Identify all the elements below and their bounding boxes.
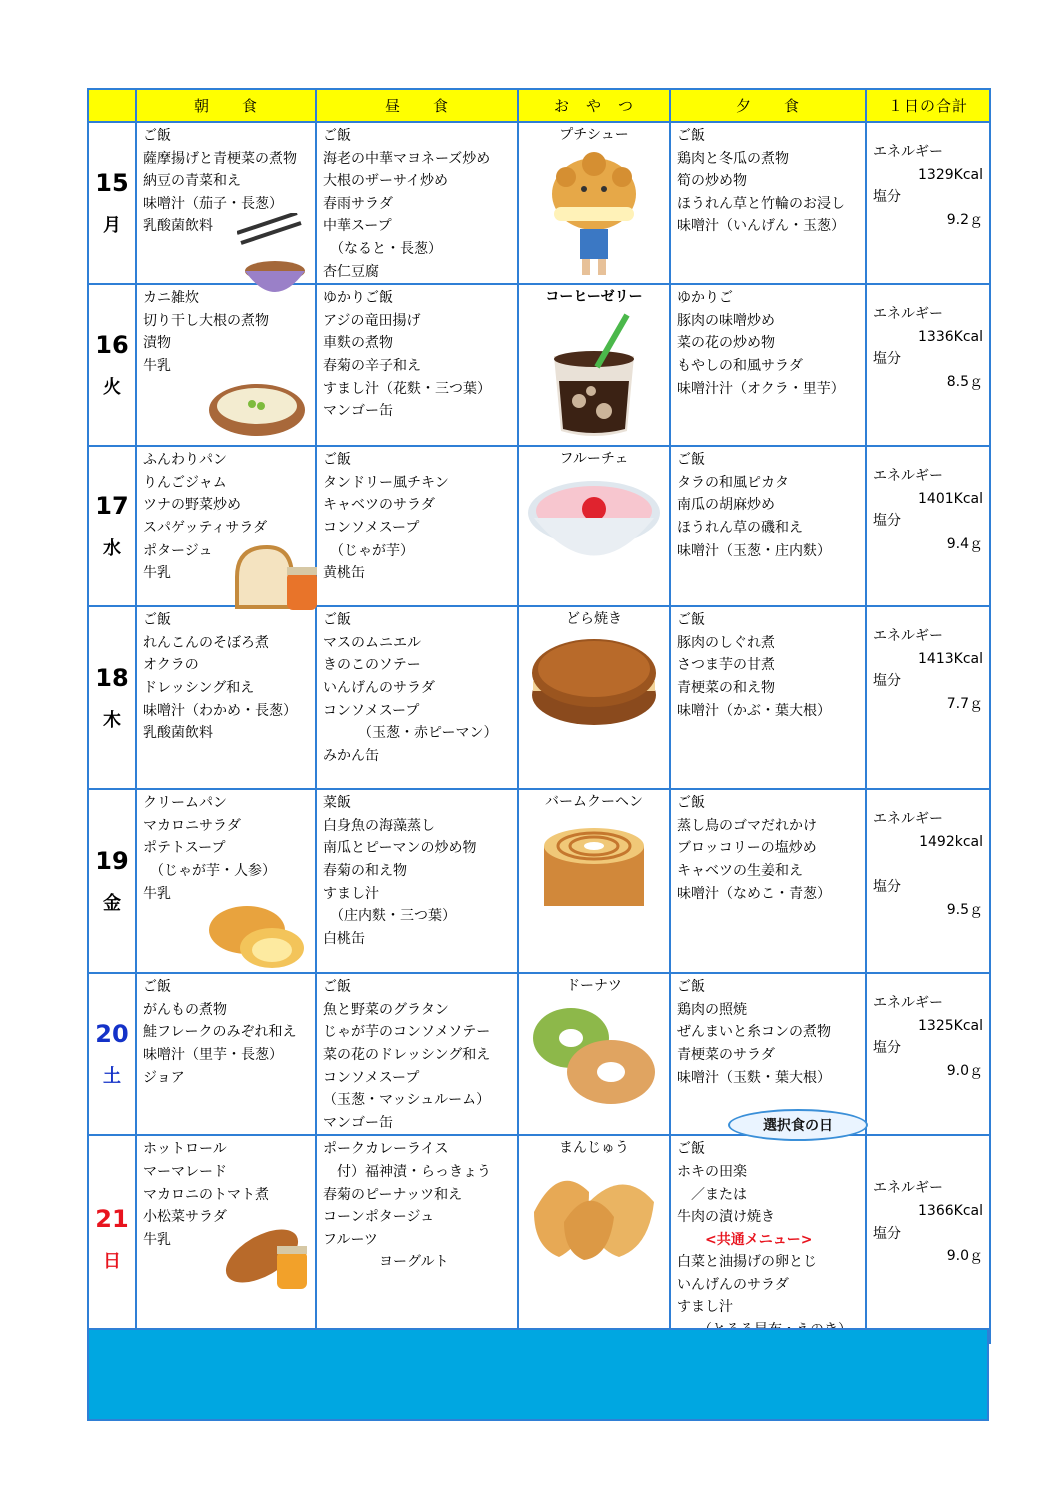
lunch-cell xyxy=(316,1135,518,1342)
breakfast-item: スパゲッティサラダ xyxy=(143,519,268,536)
lunch-item: ご飯 xyxy=(323,612,351,629)
header-corner xyxy=(88,89,136,122)
breakfast-item: オクラの xyxy=(143,657,199,674)
breakfast-item: 乳酸菌飲料 xyxy=(143,218,213,235)
dinner-item: ／または xyxy=(677,1186,747,1203)
dinner-item: 南瓜の胡麻炒め xyxy=(677,497,775,514)
lunch-item: じゃが芋のコンソメソテー xyxy=(323,1024,491,1041)
breakfast-cell xyxy=(136,284,316,446)
dinner-item: ご飯 xyxy=(677,128,705,144)
dinner-cell xyxy=(670,606,866,789)
breakfast-item: 漬物 xyxy=(143,335,171,352)
breakfast-item: ツナの野菜炒め xyxy=(143,497,241,514)
breakfast-item: カニ雑炊 xyxy=(143,290,199,307)
dinner-item: ゆかりご xyxy=(677,290,733,307)
dinner-item: 筍の炒め物 xyxy=(677,173,747,190)
dinner-item: ご飯 xyxy=(677,452,705,469)
dinner-item: ぜんまいと糸コンの煮物 xyxy=(677,1024,831,1041)
snack-name: プチシュー xyxy=(559,127,629,143)
lunch-item: （じゃが芋） xyxy=(323,542,414,559)
selection-meal-badge: 選択食の日 xyxy=(728,1109,868,1141)
lunch-item: 中華スープ xyxy=(323,218,392,235)
day-number: 18 xyxy=(95,663,129,692)
snack-name: まんじゅう xyxy=(559,1140,629,1157)
breakfast-item: 納豆の青菜和え xyxy=(143,173,241,190)
daily-total-cell xyxy=(866,284,990,446)
breakfast-item: マカロニのトマト煮 xyxy=(143,1186,269,1203)
dinner-item: ご飯 xyxy=(677,795,705,812)
salt-value: 9.2ｇ xyxy=(946,211,983,228)
breakfast-cell xyxy=(136,606,316,789)
snack-illustration xyxy=(519,633,669,737)
dinner-item: 鶏肉の照焼 xyxy=(677,1001,747,1018)
lunch-item: ポークカレーライス xyxy=(323,1141,449,1158)
day-row xyxy=(88,1135,990,1342)
day-of-week: 金 xyxy=(103,893,121,915)
snack-illustration xyxy=(519,311,669,445)
day-label-cell xyxy=(88,789,136,973)
day-row xyxy=(88,606,990,789)
snack-illustration xyxy=(519,816,669,920)
breakfast-item: ドレッシング和え xyxy=(143,679,255,696)
breakfast-item: 鮭フレークのみぞれ和え xyxy=(143,1024,297,1041)
dinner-item: <共通メニュー> xyxy=(677,1231,813,1248)
dinner-cell xyxy=(670,446,866,606)
energy-value: 1325Kcal xyxy=(918,1017,983,1034)
energy-value: 1401Kcal xyxy=(918,490,983,507)
daily-total-cell xyxy=(866,1135,990,1342)
dinner-item: 蒸し鳥のゴマだれかけ xyxy=(677,817,817,834)
lunch-item: すまし汁（花麩・三つ葉） xyxy=(323,380,491,397)
lunch-item: いんげんのサラダ xyxy=(323,679,435,696)
salt-value: 8.5ｇ xyxy=(946,373,983,390)
lunch-item: ご飯 xyxy=(323,128,351,144)
lunch-item: マンゴー缶 xyxy=(323,403,393,420)
dinner-item: 青梗菜のサラダ xyxy=(677,1046,775,1063)
energy-label: エネルギー xyxy=(873,995,943,1012)
breakfast-cell xyxy=(136,973,316,1135)
salt-value: 9.0ｇ xyxy=(946,1248,983,1265)
lunch-item: コーンポタージュ xyxy=(323,1209,435,1226)
roll-illustration xyxy=(222,1216,312,1300)
breakfast-item: 乳酸菌飲料 xyxy=(143,725,213,742)
dinner-item: 青梗菜の和え物 xyxy=(677,679,775,696)
day-row xyxy=(88,446,990,606)
daily-total-cell xyxy=(866,606,990,789)
dinner-cell xyxy=(670,789,866,973)
day-of-week: 土 xyxy=(103,1066,121,1088)
snack-cell xyxy=(518,446,670,606)
energy-value: 1413Kcal xyxy=(918,650,983,667)
breakfast-cell xyxy=(136,789,316,973)
daily-total-cell xyxy=(866,446,990,606)
salt-label: 塩分 xyxy=(873,351,901,368)
breakfast-item: りんごジャム xyxy=(143,474,227,491)
header-row xyxy=(88,89,990,122)
snack-name: どら焼き xyxy=(566,611,622,628)
breakfast-item: ポテトスープ xyxy=(143,840,226,857)
snack-cell xyxy=(518,284,670,446)
energy-label: エネルギー xyxy=(873,811,943,828)
day-label-cell xyxy=(88,284,136,446)
day-of-week: 月 xyxy=(103,215,121,237)
snack-illustration xyxy=(519,1000,669,1114)
lunch-item: 大根のザーサイ炒め xyxy=(323,173,449,190)
energy-label: エネルギー xyxy=(873,628,943,645)
lunch-item: ヨーグルト xyxy=(323,1254,449,1271)
snack-name: コーヒーゼリー xyxy=(545,289,643,306)
day-of-week: 日 xyxy=(103,1250,121,1272)
salt-value: 9.4ｇ xyxy=(946,535,983,552)
energy-value: 1336Kcal xyxy=(918,328,983,345)
dinner-item: 味噌汁（なめこ・青葱） xyxy=(677,885,831,902)
lunch-item: みかん缶 xyxy=(323,747,379,764)
snack-cell xyxy=(518,606,670,789)
lunch-item: 菜の花のドレッシング和え xyxy=(323,1046,491,1063)
breakfast-item: 小松菜サラダ xyxy=(143,1209,227,1226)
dinner-item: ホキの田楽 xyxy=(677,1163,747,1180)
breakfast-item: 牛乳 xyxy=(143,1231,171,1248)
dinner-item: ご飯 xyxy=(677,979,705,996)
dinner-cell xyxy=(670,284,866,446)
breakfast-item: ご飯 xyxy=(143,612,171,629)
lunch-item: （玉葱・マッシュルーム） xyxy=(323,1092,491,1109)
dinner-item: タラの和風ピカタ xyxy=(677,474,789,491)
lunch-item: マスのムニエル xyxy=(323,634,421,651)
dinner-item: ほうれん草の磯和え xyxy=(677,519,803,536)
lunch-item: 白身魚の海藻蒸し xyxy=(323,817,435,834)
day-row xyxy=(88,973,990,1135)
lunch-cell xyxy=(316,446,518,606)
salt-label: 塩分 xyxy=(873,1040,901,1057)
dinner-item: 豚肉の味噌炒め xyxy=(677,312,775,329)
lunch-item: 春菊の辛子和え xyxy=(323,357,421,374)
snack-illustration xyxy=(519,473,669,577)
lunch-cell xyxy=(316,789,518,973)
energy-label: エネルギー xyxy=(873,468,943,485)
breakfast-item: 牛乳 xyxy=(143,885,171,902)
lunch-item: すまし汁 xyxy=(323,885,379,902)
snack-illustration xyxy=(519,149,669,283)
day-number: 20 xyxy=(95,1020,129,1049)
breakfast-item: マーマレード xyxy=(143,1163,227,1180)
breakfast-item: マカロニサラダ xyxy=(143,817,241,834)
day-label-cell xyxy=(88,606,136,789)
lunch-item: ご飯 xyxy=(323,979,351,996)
day-label-cell xyxy=(88,1135,136,1342)
lunch-item: きのこのソテー xyxy=(323,657,421,674)
day-label-cell xyxy=(88,122,136,284)
day-row xyxy=(88,122,990,284)
dinner-item: いんげんのサラダ xyxy=(677,1276,789,1293)
daily-total-cell xyxy=(866,122,990,284)
header-breakfast: 朝 食 xyxy=(136,89,316,122)
snack-cell xyxy=(518,1135,670,1342)
snack-name: バームクーヘン xyxy=(545,794,643,811)
breakfast-item: ふんわりパン xyxy=(143,452,227,469)
day-of-week: 水 xyxy=(103,538,121,560)
lunch-cell xyxy=(316,284,518,446)
day-number: 15 xyxy=(95,169,129,198)
lunch-item: （玉葱・赤ピーマン） xyxy=(323,725,498,742)
lunch-item: アジの竜田揚げ xyxy=(323,312,421,329)
breakfast-item: 味噌汁（茄子・長葱） xyxy=(143,195,283,212)
header-daily-total: １日の合計 xyxy=(866,89,990,122)
dinner-item: ブロッコリーの塩炒め xyxy=(677,840,817,857)
breakfast-item: 薩摩揚げと青梗菜の煮物 xyxy=(143,150,297,167)
lunch-item: ゆかりご飯 xyxy=(323,290,393,307)
lunch-item: 魚と野菜のグラタン xyxy=(323,1001,449,1018)
breakfast-item: ご飯 xyxy=(143,128,171,144)
lunch-item: （なると・長葱） xyxy=(323,240,442,257)
lunch-item: ご飯 xyxy=(323,452,351,469)
breakfast-item: ジョア xyxy=(143,1069,185,1086)
snack-name: ドーナツ xyxy=(566,978,622,995)
dinner-item: すまし汁 xyxy=(677,1299,733,1316)
energy-value: 1366Kcal xyxy=(918,1202,983,1219)
porridge-illustration xyxy=(207,380,307,444)
lunch-item: 杏仁豆腐 xyxy=(323,263,379,280)
salt-value: 7.7ｇ xyxy=(946,695,983,712)
dinner-item: 味噌汁（いんげん・玉葱） xyxy=(677,218,845,235)
snack-cell xyxy=(518,973,670,1135)
salt-value: 9.5ｇ xyxy=(946,901,983,918)
snack-illustration xyxy=(519,1162,669,1266)
cream-pan-illustration xyxy=(207,900,307,974)
dinner-item: さつま芋の甘煮 xyxy=(677,657,775,674)
breakfast-item: れんこんのそぼろ煮 xyxy=(143,634,269,651)
lunch-cell xyxy=(316,606,518,789)
energy-label: エネルギー xyxy=(873,144,943,160)
breakfast-item: ホットロール xyxy=(143,1141,227,1158)
lunch-item: 南瓜とピーマンの炒め物 xyxy=(323,840,477,857)
lunch-item: （庄内麩・三つ葉） xyxy=(323,908,456,925)
dinner-item: キャベツの生姜和え xyxy=(677,862,803,879)
breakfast-item: 牛乳 xyxy=(143,565,171,582)
energy-label: エネルギー xyxy=(873,306,943,323)
dinner-item: 味噌汁（玉葱・庄内麩） xyxy=(677,542,831,559)
breakfast-item: 牛乳 xyxy=(143,357,171,374)
day-row xyxy=(88,789,990,973)
day-number: 19 xyxy=(95,847,129,876)
dinner-item: ほうれん草と竹輪のお浸し xyxy=(677,195,845,212)
day-number: 21 xyxy=(95,1204,129,1233)
salt-label: 塩分 xyxy=(873,1225,901,1242)
snack-name: フルーチェ xyxy=(559,451,629,468)
breakfast-item: ポタージュ xyxy=(143,542,213,559)
lunch-item: フルーツ xyxy=(323,1231,378,1248)
salt-label: 塩分 xyxy=(873,189,901,206)
breakfast-cell xyxy=(136,122,316,284)
day-row xyxy=(88,284,990,446)
dinner-item: 味噌汁汁（オクラ・里芋） xyxy=(677,380,845,397)
dinner-item: 菜の花の炒め物 xyxy=(677,335,775,352)
header-dinner: 夕 食 xyxy=(670,89,866,122)
lunch-item: タンドリー風チキン xyxy=(323,474,449,491)
lunch-item: コンソメスープ xyxy=(323,1069,420,1086)
breakfast-cell xyxy=(136,1135,316,1342)
energy-value: 1492kcal xyxy=(919,833,983,850)
day-label-cell xyxy=(88,973,136,1135)
lunch-item: 春菊の和え物 xyxy=(323,862,407,879)
breakfast-item: ご飯 xyxy=(143,979,171,996)
dinner-cell xyxy=(670,1135,866,1342)
day-of-week: 木 xyxy=(103,709,121,731)
lunch-item: 黄桃缶 xyxy=(323,565,365,582)
dinner-item: 白菜と油揚げの卵とじ xyxy=(677,1254,817,1271)
footer-band xyxy=(87,1328,989,1421)
breakfast-item: 切り干し大根の煮物 xyxy=(143,312,269,329)
energy-value: 1329Kcal xyxy=(918,166,983,183)
breakfast-item: （じゃが芋・人参） xyxy=(143,862,276,879)
breakfast-cell xyxy=(136,446,316,606)
dinner-item: ご飯 xyxy=(677,612,705,629)
lunch-item: マンゴー缶 xyxy=(323,1114,393,1131)
lunch-item: コンソメスープ xyxy=(323,702,420,719)
dinner-item: 牛肉の漬け焼き xyxy=(677,1209,775,1226)
lunch-item: キャベツのサラダ xyxy=(323,497,435,514)
dinner-item: 豚肉のしぐれ煮 xyxy=(677,634,775,651)
lunch-item: 菜飯 xyxy=(323,795,351,812)
lunch-item: コンソメスープ xyxy=(323,519,420,536)
daily-total-cell xyxy=(866,789,990,973)
lunch-item: 付）福神漬・らっきょう xyxy=(323,1163,491,1180)
day-number: 17 xyxy=(95,492,129,521)
header-snack: お や つ xyxy=(518,89,670,122)
dinner-item: 鶏肉と冬瓜の煮物 xyxy=(677,150,789,167)
lunch-item: 白桃缶 xyxy=(323,930,365,947)
breakfast-item: 味噌汁（里芋・長葱） xyxy=(143,1046,283,1063)
lunch-cell xyxy=(316,122,518,284)
daily-total-cell xyxy=(866,973,990,1135)
day-label-cell xyxy=(88,446,136,606)
header-lunch: 昼 食 xyxy=(316,89,518,122)
lunch-item: 春雨サラダ xyxy=(323,195,393,212)
dinner-item: 味噌汁（玉麩・葉大根） xyxy=(677,1069,831,1086)
dinner-cell xyxy=(670,122,866,284)
lunch-item: 海老の中華マヨネーズ炒め xyxy=(323,150,491,167)
dinner-item: 味噌汁（かぶ・葉大根） xyxy=(677,702,831,719)
salt-label: 塩分 xyxy=(873,673,901,690)
salt-label: 塩分 xyxy=(873,513,901,530)
lunch-item: 車麩の煮物 xyxy=(323,335,393,352)
energy-label: エネルギー xyxy=(873,1180,943,1197)
snack-cell xyxy=(518,122,670,284)
breakfast-item: クリームパン xyxy=(143,795,227,812)
day-number: 16 xyxy=(95,331,129,360)
lunch-item: 春菊のピーナッツ和え xyxy=(323,1186,463,1203)
lunch-cell xyxy=(316,973,518,1135)
breakfast-item: がんもの煮物 xyxy=(143,1001,227,1018)
day-of-week: 火 xyxy=(103,377,121,399)
weekly-menu-table xyxy=(87,88,991,1344)
breakfast-item: 味噌汁（わかめ・長葱） xyxy=(143,702,297,719)
dinner-item: ご飯 xyxy=(677,1141,705,1158)
snack-cell xyxy=(518,789,670,973)
salt-value: 9.0ｇ xyxy=(946,1062,983,1079)
salt-label: 塩分 xyxy=(873,878,901,895)
dinner-item: もやしの和風サラダ xyxy=(677,357,803,374)
